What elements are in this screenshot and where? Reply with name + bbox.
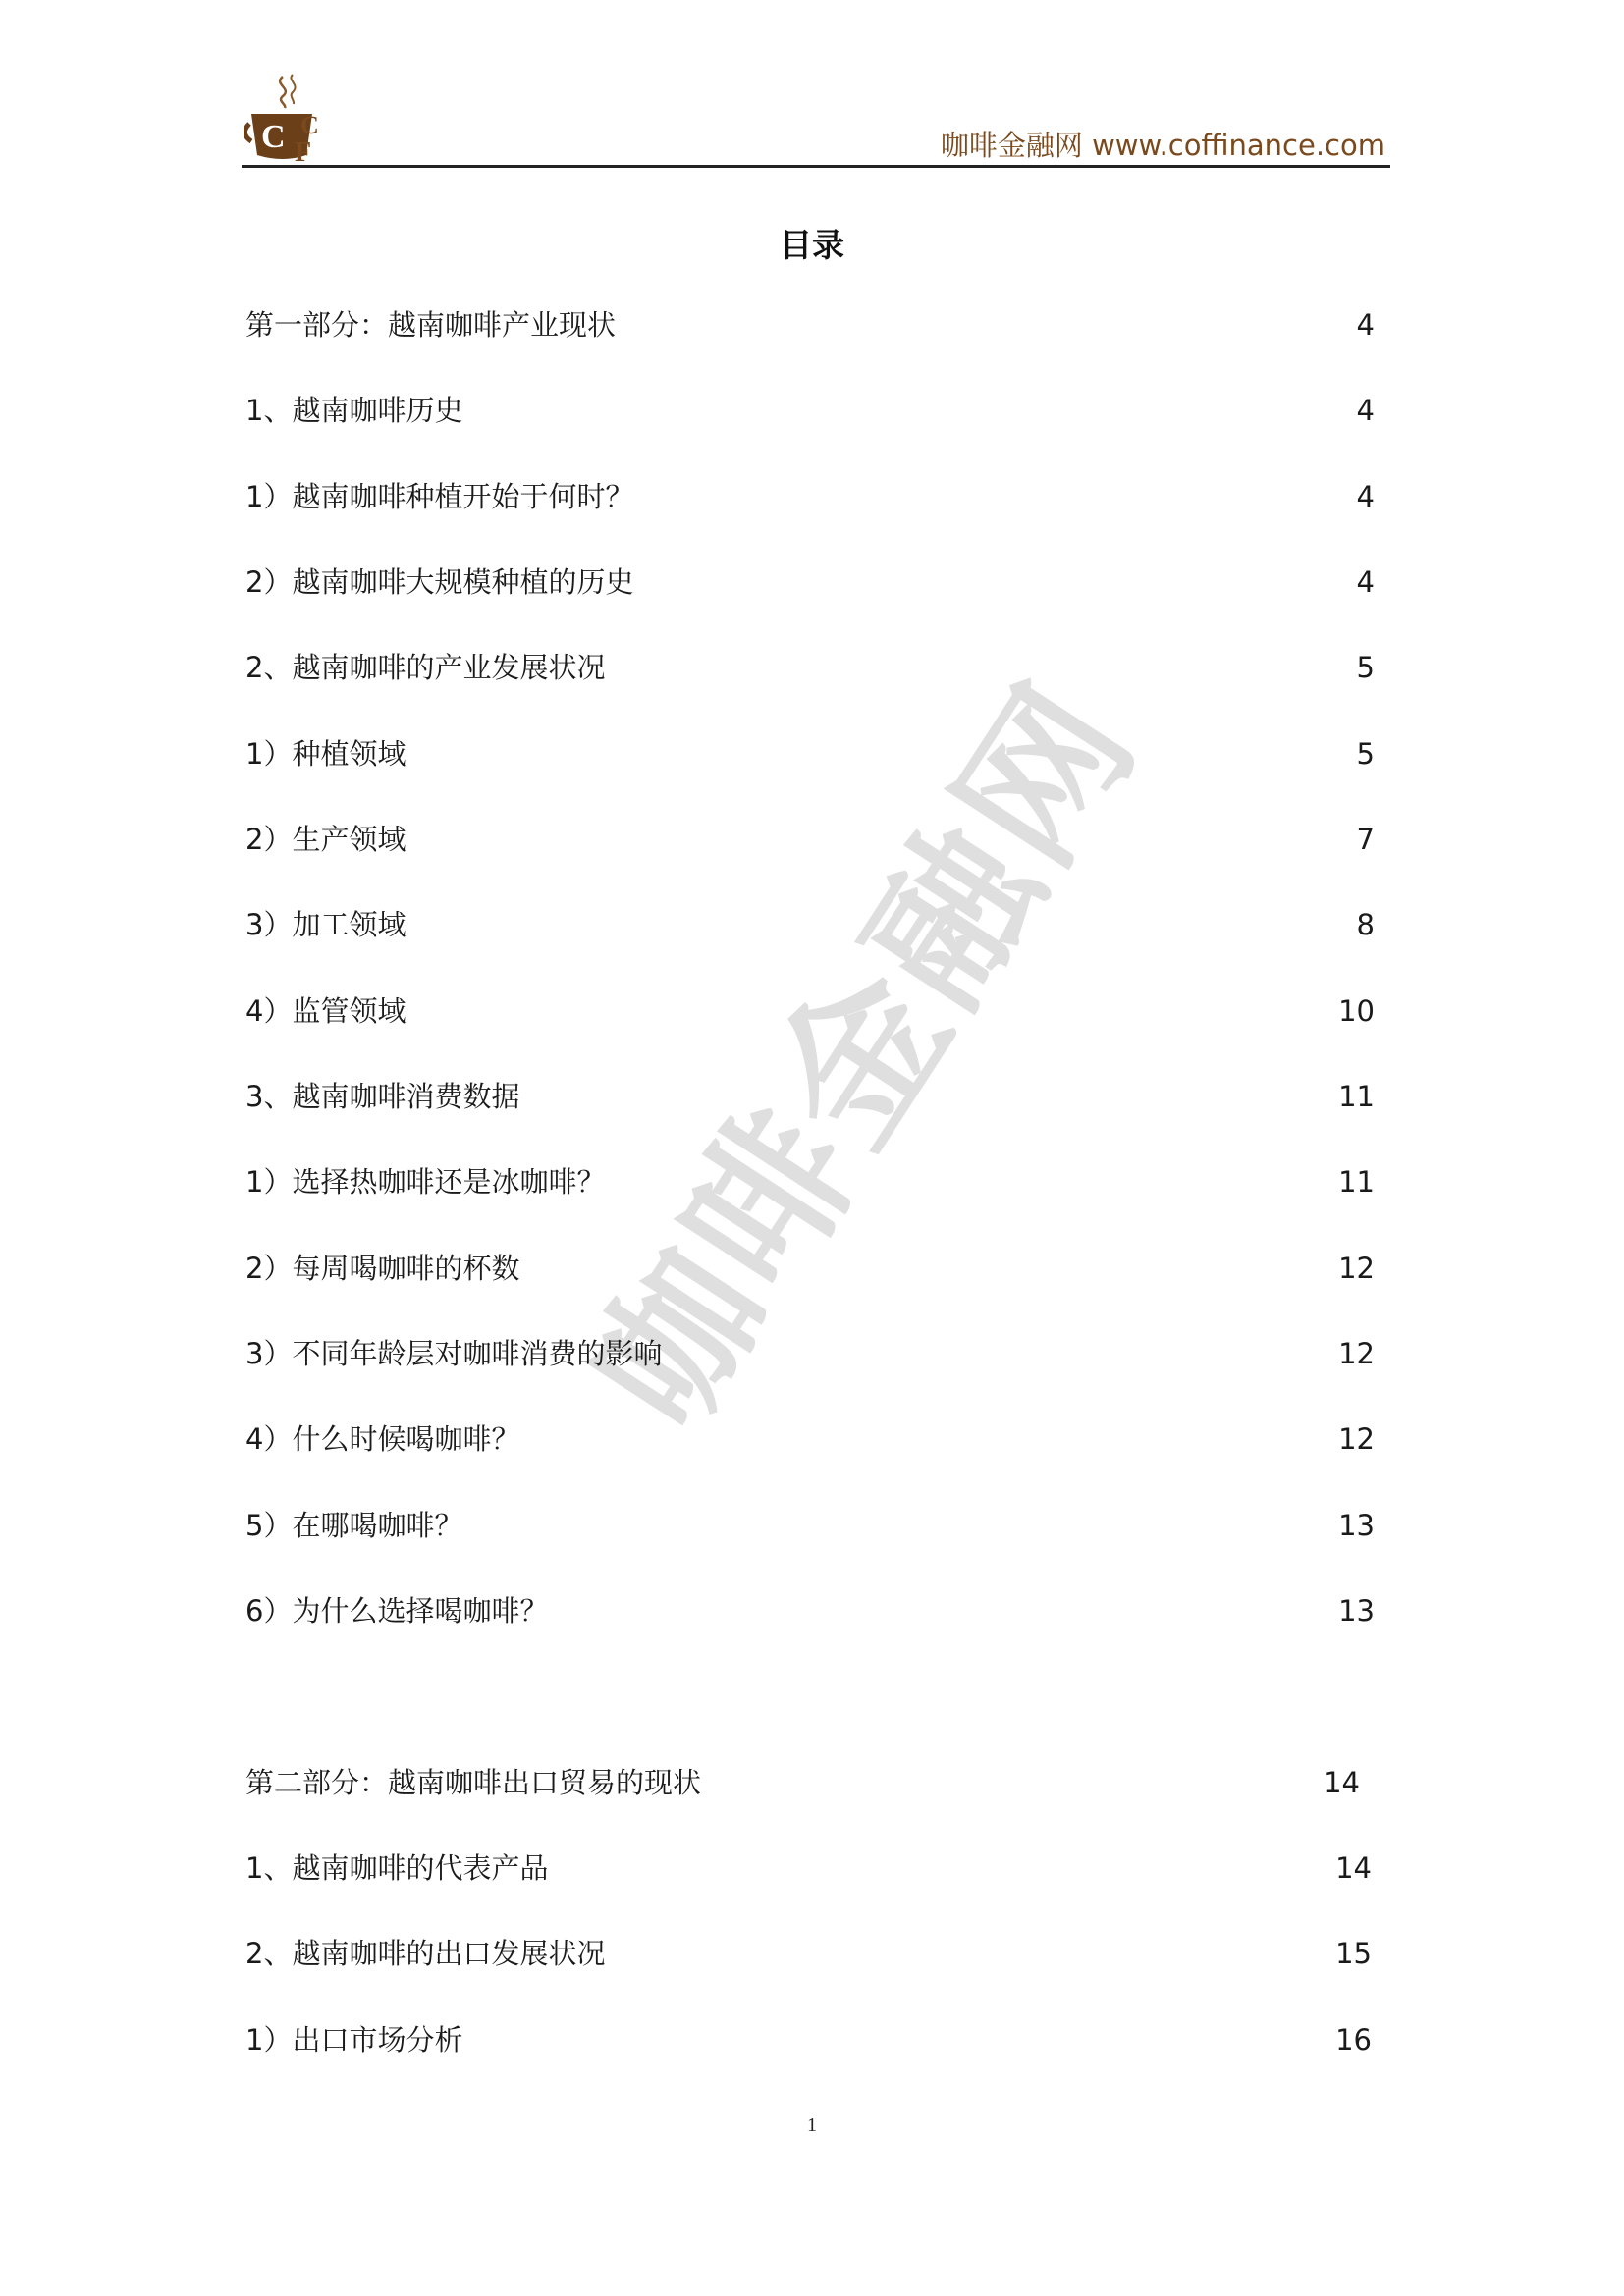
toc-entry-page: 4 (1356, 565, 1375, 599)
toc-entry-label: 2、越南咖啡的产业发展状况 (245, 651, 606, 684)
toc-entry[interactable] (245, 303, 1375, 347)
toc-entry-page: 16 (1335, 2023, 1372, 2056)
toc-entry-page: 13 (1338, 1594, 1375, 1628)
toc-entry[interactable] (245, 2018, 1375, 2061)
toc-entry[interactable] (245, 389, 1375, 432)
toc-entry[interactable] (245, 1504, 1375, 1547)
svg-text:C: C (261, 119, 286, 155)
toc-entry-label: 第一部分：越南咖啡产业现状 (245, 308, 617, 342)
toc-entry-label: 6）为什么选择喝咖啡？ (245, 1594, 549, 1628)
toc-entry[interactable] (245, 903, 1375, 946)
toc-entry-page: 10 (1338, 994, 1375, 1028)
toc-entry-label: 1）种植领域 (245, 737, 406, 771)
toc-entry-label: 1）选择热咖啡还是冰咖啡？ (245, 1165, 606, 1199)
toc-entry-page: 12 (1338, 1252, 1375, 1285)
toc-entry-page: 7 (1356, 823, 1375, 856)
toc-entry-label: 2）生产领域 (245, 823, 406, 856)
toc-entry-label: 3）加工领域 (245, 908, 406, 941)
toc-entry[interactable] (245, 1846, 1375, 1890)
toc-entry-page: 8 (1356, 908, 1375, 941)
svg-text:F: F (295, 137, 312, 165)
toc-entry[interactable] (245, 818, 1375, 861)
toc-entry-label: 1、越南咖啡的代表产品 (245, 1851, 549, 1885)
toc-entry[interactable] (245, 1589, 1375, 1632)
site-label: 咖啡金融网 www.coffinance.com (940, 129, 1385, 162)
toc-entry-label: 3）不同年龄层对咖啡消费的影响 (245, 1337, 663, 1370)
toc-entry-page: 12 (1338, 1422, 1375, 1456)
toc-entry-page: 4 (1356, 308, 1375, 342)
toc-entry-label: 5）在哪喝咖啡？ (245, 1509, 463, 1542)
toc-entry[interactable] (245, 646, 1375, 689)
toc-entry-label: 1）越南咖啡种植开始于何时？ (245, 480, 634, 513)
toc-entry-page: 11 (1338, 1165, 1375, 1199)
toc-entry-label: 4）什么时候喝咖啡？ (245, 1422, 520, 1456)
toc-entry-page: 4 (1356, 480, 1375, 513)
toc-entry-page: 4 (1356, 394, 1375, 427)
toc-entry[interactable] (245, 1160, 1375, 1203)
toc-entry-page: 11 (1338, 1080, 1375, 1113)
toc-entry-page: 5 (1356, 737, 1375, 771)
toc-entry[interactable] (245, 1075, 1375, 1118)
toc-entry-page: 13 (1338, 1509, 1375, 1542)
toc-entry-label: 4）监管领域 (245, 994, 406, 1028)
toc-entry-page: 5 (1356, 651, 1375, 684)
toc-entry-page: 14 (1335, 1851, 1372, 1885)
toc-entry[interactable] (245, 732, 1375, 775)
toc-entry[interactable] (245, 1417, 1375, 1461)
toc-entry[interactable] (245, 1332, 1375, 1375)
toc-entry-page: 14 (1324, 1766, 1360, 1799)
toc-entry[interactable] (245, 1932, 1375, 1975)
toc-entry-label: 2）越南咖啡大规模种植的历史 (245, 565, 634, 599)
toc-entry-label: 1）出口市场分析 (245, 2023, 463, 2056)
toc-entry[interactable] (245, 1247, 1375, 1290)
toc-entry[interactable] (245, 561, 1375, 604)
toc-entry-label: 3、越南咖啡消费数据 (245, 1080, 520, 1113)
toc-entry-label: 2）每周喝咖啡的杯数 (245, 1252, 520, 1285)
toc-entry-label: 第二部分：越南咖啡出口贸易的现状 (245, 1766, 702, 1799)
toc-entry-page: 12 (1338, 1337, 1375, 1370)
toc-entry[interactable] (245, 1761, 1375, 1804)
page-number: 1 (807, 2114, 817, 2136)
toc-title: 目录 (780, 226, 844, 264)
svg-text:C: C (300, 111, 319, 139)
toc-entry[interactable] (245, 475, 1375, 518)
toc-entry[interactable] (245, 989, 1375, 1033)
toc-entry-label: 2、越南咖啡的出口发展状况 (245, 1937, 606, 1970)
toc-entry-page: 15 (1335, 1937, 1372, 1970)
toc-entry-label: 1、越南咖啡历史 (245, 394, 463, 427)
watermark: 咖啡金融网 (556, 652, 1172, 1459)
